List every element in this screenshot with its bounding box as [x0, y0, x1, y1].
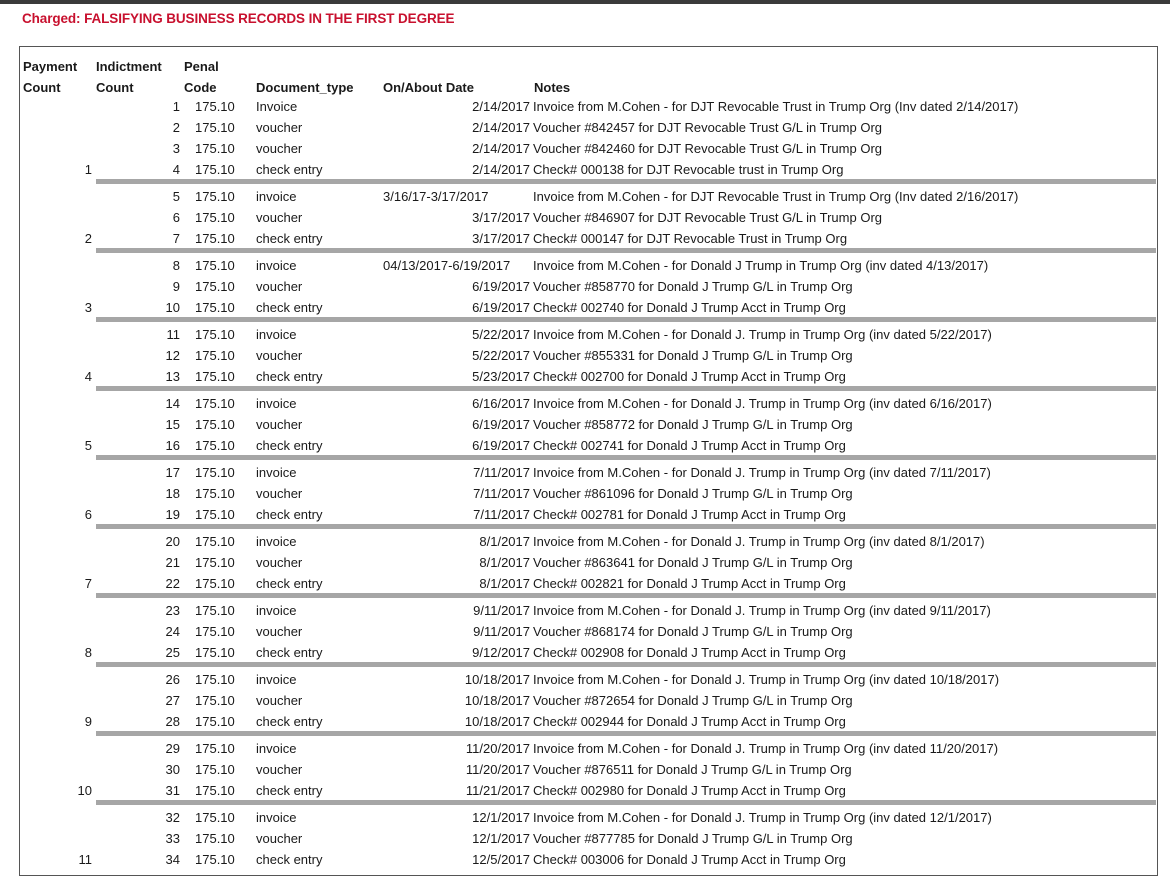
- table-row: [20, 690, 1156, 711]
- penal-code-cell: 175.10: [195, 783, 235, 798]
- date-cell: 7/11/2017: [473, 486, 530, 501]
- notes-cell: Check# 000147 for DJT Revocable Trust in Trump Org: [533, 231, 848, 246]
- date-cell: 9/11/2017: [473, 624, 530, 639]
- document-type-cell: invoice: [256, 465, 297, 480]
- notes-cell: Invoice from M.Cohen - for Donald J. Trump in Trump Org (inv dated 8/1/2017): [533, 534, 985, 549]
- document-type-cell: check entry: [256, 852, 323, 867]
- penal-code-cell: 175.10: [195, 810, 235, 825]
- table-row: [20, 759, 1156, 780]
- group-separator: [96, 386, 1156, 391]
- indictment-count-cell: 16: [165, 438, 180, 453]
- penal-code-cell: 175.10: [195, 99, 235, 114]
- document-type-cell: invoice: [256, 741, 297, 756]
- date-cell: 7/11/2017: [473, 507, 530, 522]
- document-type-cell: check entry: [256, 783, 323, 798]
- payment-count-cell: 10: [77, 783, 92, 798]
- indictment-count-cell: 5: [172, 189, 180, 204]
- document-type-cell: voucher: [256, 762, 303, 777]
- header-indictment-count-line2: Count: [96, 80, 134, 95]
- penal-code-cell: 175.10: [195, 300, 235, 315]
- table-row: [20, 324, 1156, 345]
- notes-cell: Check# 002700 for Donald J Trump Acct in Trump Org: [533, 369, 846, 384]
- notes-cell: Invoice from M.Cohen - for Donald J. Trump in Trump Org (inv dated 5/22/2017): [533, 327, 992, 342]
- date-cell: 5/23/2017: [472, 369, 530, 384]
- document-type-cell: voucher: [256, 348, 303, 363]
- indictment-count-cell: 34: [165, 852, 180, 867]
- date-cell: 10/18/2017: [464, 693, 530, 708]
- indictment-count-cell: 9: [172, 279, 180, 294]
- table-row: [20, 780, 1156, 801]
- date-cell: 04/13/2017-6/19/2017: [383, 258, 511, 273]
- notes-cell: Check# 002821 for Donald J Trump Acct in Trump Org: [533, 576, 846, 591]
- indictment-count-cell: 26: [165, 672, 180, 687]
- header-payment-count-line2: Count: [23, 80, 61, 95]
- penal-code-cell: 175.10: [195, 327, 235, 342]
- header-document-type: Document_type: [256, 80, 354, 95]
- notes-cell: Check# 002781 for Donald J Trump Acct in Trump Org: [533, 507, 846, 522]
- table-row: [20, 483, 1156, 504]
- document-type-cell: check entry: [256, 507, 323, 522]
- document-type-cell: invoice: [256, 810, 297, 825]
- indictment-count-cell: 33: [165, 831, 180, 846]
- table-row: [20, 600, 1156, 621]
- penal-code-cell: 175.10: [195, 465, 235, 480]
- payment-count-cell: 8: [84, 645, 92, 660]
- notes-cell: Check# 002908 for Donald J Trump Acct in Trump Org: [533, 645, 846, 660]
- document-type-cell: check entry: [256, 231, 323, 246]
- header-indictment-count-line1: Indictment: [96, 59, 162, 74]
- date-cell: 5/22/2017: [472, 348, 530, 363]
- document-type-cell: Invoice: [256, 99, 298, 114]
- payment-count-cell: 7: [84, 576, 92, 591]
- table-row: [20, 96, 1156, 117]
- notes-cell: Voucher #876511 for Donald J Trump G/L in Trump Org: [533, 762, 852, 777]
- table-row: [20, 414, 1156, 435]
- header-penal-code-line2: Code: [184, 80, 217, 95]
- penal-code-cell: 175.10: [195, 741, 235, 756]
- notes-cell: Voucher #872654 for Donald J Trump G/L in Trump Org: [533, 693, 853, 708]
- notes-cell: Invoice from M.Cohen - for Donald J Trump in Trump Org (inv dated 4/13/2017): [533, 258, 989, 273]
- document-type-cell: check entry: [256, 645, 323, 660]
- penal-code-cell: 175.10: [195, 258, 235, 273]
- table-row: [20, 462, 1156, 483]
- indictment-count-cell: 1: [172, 99, 180, 114]
- penal-code-cell: 175.10: [195, 189, 235, 204]
- indictment-count-cell: 12: [165, 348, 180, 363]
- date-cell: 8/1/2017: [479, 555, 530, 570]
- payment-count-cell: 3: [84, 300, 92, 315]
- date-cell: 11/20/2017: [465, 762, 530, 777]
- table-row: [20, 393, 1156, 414]
- notes-cell: Check# 003006 for Donald J Trump Acct in Trump Org: [533, 852, 846, 867]
- table-row: [20, 255, 1156, 276]
- indictment-count-cell: 23: [165, 603, 180, 618]
- penal-code-cell: 175.10: [195, 141, 235, 156]
- header-notes: Notes: [534, 80, 571, 95]
- notes-cell: Voucher #855331 for Donald J Trump G/L in Trump Org: [533, 348, 853, 363]
- group-separator: [96, 800, 1156, 805]
- group-separator: [96, 317, 1156, 322]
- indictment-count-cell: 30: [165, 762, 180, 777]
- payment-count-cell: 6: [84, 507, 92, 522]
- indictment-count-cell: 4: [172, 162, 180, 177]
- document-type-cell: check entry: [256, 576, 323, 591]
- indictment-count-cell: 29: [165, 741, 180, 756]
- table-row: [20, 366, 1156, 387]
- document-type-cell: voucher: [256, 210, 303, 225]
- date-cell: 9/12/2017: [472, 645, 530, 660]
- indictment-count-cell: 10: [165, 300, 180, 315]
- penal-code-cell: 175.10: [195, 852, 235, 867]
- payment-count-cell: 2: [84, 231, 92, 246]
- penal-code-cell: 175.10: [195, 534, 235, 549]
- date-cell: 10/18/2017: [464, 714, 530, 729]
- indictment-count-cell: 21: [165, 555, 180, 570]
- date-cell: 10/18/2017: [464, 672, 530, 687]
- table-row: [20, 228, 1156, 249]
- indictment-count-cell: 7: [172, 231, 180, 246]
- group-separator: [96, 248, 1156, 253]
- indictment-count-cell: 11: [166, 327, 180, 342]
- indictment-count-cell: 15: [165, 417, 180, 432]
- indictment-count-cell: 8: [172, 258, 180, 273]
- date-cell: 6/16/2017: [472, 396, 530, 411]
- indictment-count-cell: 25: [165, 645, 180, 660]
- notes-cell: Voucher #861096 for Donald J Trump G/L in Trump Org: [533, 486, 853, 501]
- document-type-cell: invoice: [256, 672, 297, 687]
- table-row: [20, 828, 1156, 849]
- date-cell: 8/1/2017: [479, 576, 530, 591]
- document-type-cell: invoice: [256, 534, 297, 549]
- date-cell: 5/22/2017: [472, 327, 530, 342]
- date-cell: 12/1/2017: [472, 810, 530, 825]
- notes-cell: Invoice from M.Cohen - for Donald J. Trump in Trump Org (inv dated 9/11/2017): [533, 603, 991, 618]
- payment-count-cell: 1: [84, 162, 92, 177]
- date-cell: 3/17/2017: [472, 210, 530, 225]
- date-cell: 3/16/17-3/17/2017: [383, 189, 489, 204]
- table-row: [20, 711, 1156, 732]
- date-cell: 11/21/2017: [465, 783, 530, 798]
- notes-cell: Check# 002980 for Donald J Trump Acct in Trump Org: [533, 783, 846, 798]
- group-separator: [96, 179, 1156, 184]
- date-cell: 11/20/2017: [465, 741, 530, 756]
- document-type-cell: voucher: [256, 486, 303, 501]
- date-cell: 2/14/2017: [472, 120, 530, 135]
- group-separator: [96, 593, 1156, 598]
- notes-cell: Invoice from M.Cohen - for DJT Revocable Trust in Trump Org (Inv dated 2/16/2017): [533, 189, 1019, 204]
- document-type-cell: voucher: [256, 417, 303, 432]
- date-cell: 3/17/2017: [472, 231, 530, 246]
- table-row: [20, 138, 1156, 159]
- notes-cell: Invoice from M.Cohen - for Donald J. Trump in Trump Org (inv dated 7/11/2017): [533, 465, 991, 480]
- table-row: [20, 738, 1156, 759]
- penal-code-cell: 175.10: [195, 693, 235, 708]
- date-cell: 12/5/2017: [472, 852, 530, 867]
- penal-code-cell: 175.10: [195, 279, 235, 294]
- penal-code-cell: 175.10: [195, 672, 235, 687]
- notes-cell: Check# 000138 for DJT Revocable trust in Trump Org: [533, 162, 844, 177]
- indictment-count-cell: 20: [165, 534, 180, 549]
- group-separator: [96, 455, 1156, 460]
- penal-code-cell: 175.10: [195, 231, 235, 246]
- indictment-count-cell: 19: [165, 507, 180, 522]
- penal-code-cell: 175.10: [195, 369, 235, 384]
- indictment-count-cell: 17: [165, 465, 180, 480]
- table-row: [20, 573, 1156, 594]
- penal-code-cell: 175.10: [195, 507, 235, 522]
- payment-count-cell: 9: [84, 714, 92, 729]
- notes-cell: Voucher #842460 for DJT Revocable Trust G/L in Trump Org: [533, 141, 883, 156]
- indictment-count-cell: 6: [172, 210, 180, 225]
- indictment-count-cell: 31: [165, 783, 180, 798]
- table-row: [20, 531, 1156, 552]
- indictment-count-cell: 27: [165, 693, 180, 708]
- indictment-count-cell: 24: [165, 624, 180, 639]
- notes-cell: Voucher #877785 for Donald J Trump G/L in Trump Org: [533, 831, 853, 846]
- table-row: [20, 345, 1156, 366]
- document-type-cell: voucher: [256, 279, 303, 294]
- indictment-count-cell: 32: [165, 810, 180, 825]
- indictment-count-cell: 22: [165, 576, 180, 591]
- document-type-cell: check entry: [256, 438, 323, 453]
- group-separator: [96, 662, 1156, 667]
- header-penal-code-line1: Penal: [184, 59, 219, 74]
- table-row: [20, 207, 1156, 228]
- table-row: [20, 642, 1156, 663]
- date-cell: 9/11/2017: [473, 603, 530, 618]
- table-row: [20, 552, 1156, 573]
- charge-heading: Charged: FALSIFYING BUSINESS RECORDS IN THE FIRST DEGREE: [22, 11, 455, 26]
- payment-count-cell: 4: [84, 369, 92, 384]
- penal-code-cell: 175.10: [195, 210, 235, 225]
- table-row: [20, 807, 1156, 828]
- header-payment-count-line1: Payment: [23, 59, 78, 74]
- table-row: [20, 159, 1156, 180]
- document-type-cell: voucher: [256, 120, 303, 135]
- date-cell: 6/19/2017: [472, 279, 530, 294]
- notes-cell: Check# 002944 for Donald J Trump Acct in Trump Org: [533, 714, 846, 729]
- penal-code-cell: 175.10: [195, 162, 235, 177]
- notes-cell: Voucher #868174 for Donald J Trump G/L in Trump Org: [533, 624, 853, 639]
- document-type-cell: voucher: [256, 624, 303, 639]
- indictment-count-cell: 14: [165, 396, 180, 411]
- indictment-count-cell: 3: [172, 141, 180, 156]
- payment-count-cell: 11: [78, 852, 92, 867]
- penal-code-cell: 175.10: [195, 603, 235, 618]
- indictment-count-cell: 28: [165, 714, 180, 729]
- indictment-count-cell: 18: [165, 486, 180, 501]
- penal-code-cell: 175.10: [195, 624, 235, 639]
- date-cell: 6/19/2017: [472, 438, 530, 453]
- table-row: [20, 435, 1156, 456]
- penal-code-cell: 175.10: [195, 576, 235, 591]
- notes-cell: Invoice from M.Cohen - for DJT Revocable Trust in Trump Org (Inv dated 2/14/2017): [533, 99, 1019, 114]
- penal-code-cell: 175.10: [195, 645, 235, 660]
- penal-code-cell: 175.10: [195, 762, 235, 777]
- notes-cell: Invoice from M.Cohen - for Donald J. Trump in Trump Org (inv dated 6/16/2017): [533, 396, 992, 411]
- date-cell: 8/1/2017: [479, 534, 530, 549]
- notes-cell: Invoice from M.Cohen - for Donald J. Trump in Trump Org (inv dated 11/20/2017): [533, 741, 999, 756]
- penal-code-cell: 175.10: [195, 348, 235, 363]
- document-type-cell: invoice: [256, 396, 297, 411]
- document-type-cell: voucher: [256, 555, 303, 570]
- date-cell: 2/14/2017: [472, 141, 530, 156]
- penal-code-cell: 175.10: [195, 486, 235, 501]
- document-type-cell: invoice: [256, 327, 297, 342]
- payment-count-cell: 5: [84, 438, 92, 453]
- notes-cell: Voucher #863641 for Donald J Trump G/L in Trump Org: [533, 555, 853, 570]
- document-type-cell: voucher: [256, 693, 303, 708]
- penal-code-cell: 175.10: [195, 831, 235, 846]
- penal-code-cell: 175.10: [195, 438, 235, 453]
- date-cell: 2/14/2017: [472, 162, 530, 177]
- table-row: [20, 297, 1156, 318]
- table-row: [20, 621, 1156, 642]
- top-rule: [0, 0, 1170, 4]
- document-type-cell: voucher: [256, 141, 303, 156]
- penal-code-cell: 175.10: [195, 555, 235, 570]
- notes-cell: Check# 002740 for Donald J Trump Acct in Trump Org: [533, 300, 846, 315]
- notes-cell: Check# 002741 for Donald J Trump Acct in Trump Org: [533, 438, 846, 453]
- notes-cell: Voucher #842457 for DJT Revocable Trust G/L in Trump Org: [533, 120, 883, 135]
- document-type-cell: voucher: [256, 831, 303, 846]
- document-type-cell: check entry: [256, 300, 323, 315]
- table-row: [20, 186, 1156, 207]
- table-row: [20, 669, 1156, 690]
- indictment-count-cell: 2: [172, 120, 180, 135]
- table-row: [20, 504, 1156, 525]
- document-type-cell: invoice: [256, 189, 297, 204]
- indictment-count-cell: 13: [165, 369, 180, 384]
- table-row: [20, 117, 1156, 138]
- document-type-cell: invoice: [256, 258, 297, 273]
- penal-code-cell: 175.10: [195, 396, 235, 411]
- group-separator: [96, 524, 1156, 529]
- penal-code-cell: 175.10: [195, 714, 235, 729]
- document-type-cell: check entry: [256, 162, 323, 177]
- notes-cell: Voucher #858770 for Donald J Trump G/L in Trump Org: [533, 279, 853, 294]
- document-type-cell: invoice: [256, 603, 297, 618]
- penal-code-cell: 175.10: [195, 417, 235, 432]
- penal-code-cell: 175.10: [195, 120, 235, 135]
- notes-cell: Voucher #846907 for DJT Revocable Trust G/L in Trump Org: [533, 210, 883, 225]
- document-type-cell: check entry: [256, 714, 323, 729]
- group-separator: [96, 731, 1156, 736]
- header-on-about-date: On/About Date: [383, 80, 474, 95]
- notes-cell: Voucher #858772 for Donald J Trump G/L in Trump Org: [533, 417, 853, 432]
- date-cell: 6/19/2017: [472, 300, 530, 315]
- table-row: [20, 849, 1156, 870]
- date-cell: 2/14/2017: [472, 99, 530, 114]
- notes-cell: Invoice from M.Cohen - for Donald J. Trump in Trump Org (inv dated 12/1/2017): [533, 810, 992, 825]
- date-cell: 6/19/2017: [472, 417, 530, 432]
- notes-cell: Invoice from M.Cohen - for Donald J. Trump in Trump Org (inv dated 10/18/2017): [533, 672, 1000, 687]
- table-row: [20, 276, 1156, 297]
- document-type-cell: check entry: [256, 369, 323, 384]
- date-cell: 12/1/2017: [472, 831, 530, 846]
- date-cell: 7/11/2017: [473, 465, 530, 480]
